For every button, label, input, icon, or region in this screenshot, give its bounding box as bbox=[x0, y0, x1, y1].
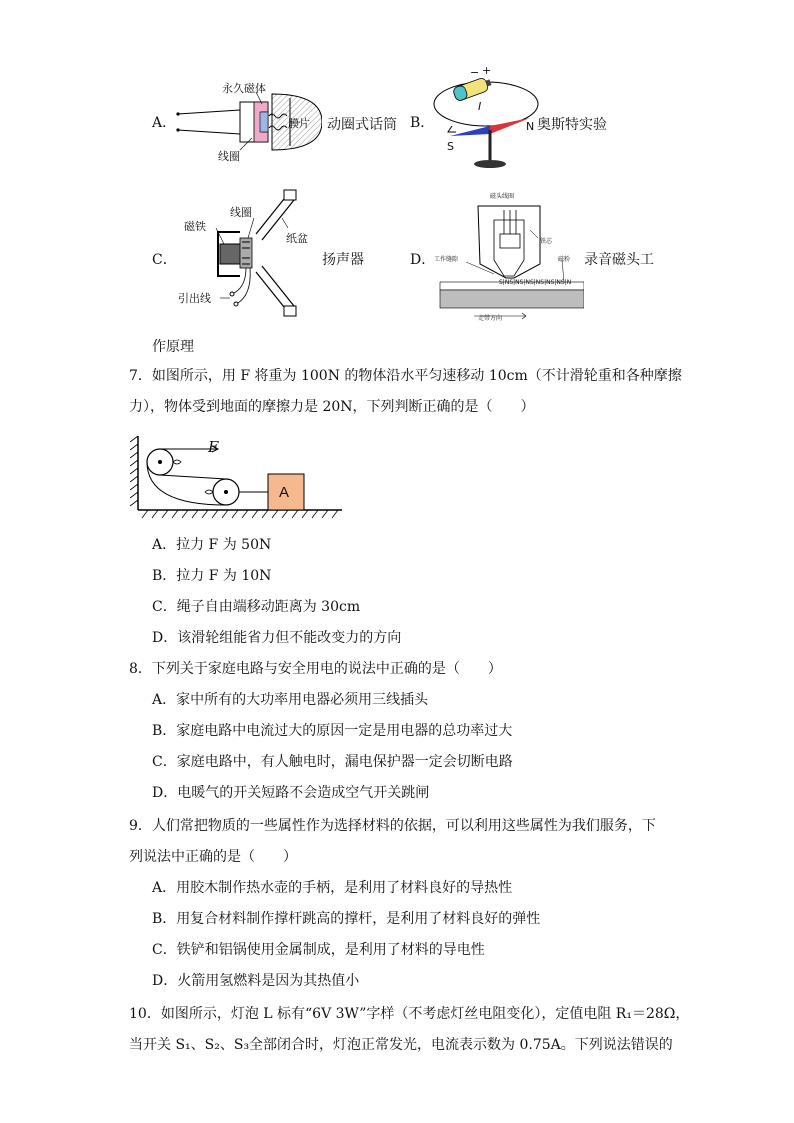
q7-stem-line1: 7．如图所示，用 F 将重为 100N 的物体沿水平匀速移动 10cm（不计滑轮重和各种摩擦 bbox=[129, 368, 682, 384]
speaker-magnet-label: 磁铁 bbox=[184, 220, 206, 233]
powder-label: 磁粉 bbox=[558, 256, 571, 263]
q10-stem-line1: 10．如图所示，灯泡 L 标有“6V 3W”字样（不考虑灯丝电阻变化），定值电阻 R₁＝28Ω， bbox=[129, 1006, 690, 1022]
q7-option-a[interactable]: A．拉力 F 为 50N bbox=[152, 537, 272, 553]
speaker-coil-label: 线圈 bbox=[230, 206, 252, 219]
microphone-membrane-label: 膜片 bbox=[288, 117, 310, 130]
q6-option-c-letter: C． bbox=[152, 252, 177, 268]
microphone-coil-label: 线圈 bbox=[218, 150, 240, 163]
tape-poles-label: S|NS|NS|NS|NS|NS|NS|N bbox=[499, 279, 572, 286]
microphone-magnet-label: 永久磁体 bbox=[222, 82, 266, 95]
block-a-label: A bbox=[279, 484, 290, 501]
battery-plus-label: + bbox=[482, 64, 492, 77]
head-coil-label: 磁头线圈 bbox=[490, 193, 515, 200]
q8-option-d[interactable]: D．电暖气的开关短路不会造成空气开关跳闸 bbox=[152, 785, 430, 801]
loudspeaker-diagram bbox=[196, 188, 308, 324]
q6-option-a-caption: 动圈式话筒 bbox=[327, 117, 397, 133]
q7-option-d[interactable]: D．该滑轮组能省力但不能改变力的方向 bbox=[152, 630, 402, 646]
q8-option-c[interactable]: C．家庭电路中，有人触电时，漏电保护器一定会切断电路 bbox=[152, 754, 513, 770]
q9-option-b[interactable]: B．用复合材料制作撑杆跳高的撑杆，是利用了材料良好的弹性 bbox=[152, 911, 541, 927]
q9-option-a[interactable]: A．用胶木制作热水壶的手柄，是利用了材料良好的导热性 bbox=[152, 880, 513, 896]
q6-option-c-caption: 扬声器 bbox=[322, 252, 364, 268]
current-label: I bbox=[478, 100, 482, 113]
q6-option-a-letter: A． bbox=[152, 115, 177, 131]
q9-stem-line1: 9．人们常把物质的一些属性作为选择材料的依据，可以利用这些属性为我们服务，下 bbox=[129, 818, 656, 834]
q7-stem-line2: 力），物体受到地面的摩擦力是 20N，下列判断正确的是（ ） bbox=[129, 399, 535, 415]
q6-option-b-letter: B． bbox=[410, 115, 435, 131]
needle-s-label: S bbox=[447, 140, 454, 153]
q8-stem: 8．下列关于家庭电路与安全用电的说法中正确的是（ ） bbox=[129, 661, 502, 677]
speaker-cone-label: 纸盆 bbox=[286, 232, 308, 245]
needle-n-label: N bbox=[526, 120, 535, 133]
q8-option-a[interactable]: A．家中所有的大功率用电器必须用三线插头 bbox=[152, 692, 429, 708]
speaker-lead-label: 引出线 bbox=[178, 292, 211, 305]
q6-option-d-letter: D． bbox=[410, 252, 436, 268]
force-f-label: F bbox=[208, 438, 219, 456]
tape-direction-label: 走带方向 bbox=[478, 315, 503, 322]
q10-stem-line2: 当开关 S₁、S₂、S₃全部闭合时，灯泡正常发光，电流表示数为 0.75A。下列说法错误的 bbox=[129, 1037, 673, 1053]
q9-stem-line2: 列说法中正确的是（ ） bbox=[129, 849, 297, 865]
core-label: 铁芯 bbox=[540, 238, 553, 245]
q6-option-d-caption-cont: 作原理 bbox=[152, 339, 194, 355]
q9-option-c[interactable]: C．铁铲和铝锅使用金属制成，是利用了材料的导电性 bbox=[152, 942, 485, 958]
q8-option-b[interactable]: B．家庭电路中电流过大的原因一定是用电器的总功率过大 bbox=[152, 723, 513, 739]
pulley-diagram bbox=[128, 432, 344, 524]
battery-minus-label: − bbox=[470, 66, 480, 79]
q6-option-b-caption: 奥斯特实验 bbox=[537, 117, 607, 133]
q7-option-c[interactable]: C．绳子自由端移动距离为 30cm bbox=[152, 599, 361, 615]
q6-option-d-caption: 录音磁头工 bbox=[584, 252, 654, 268]
gap-label: 工作缝隙 bbox=[434, 256, 459, 263]
q7-option-b[interactable]: B．拉力 F 为 10N bbox=[152, 568, 272, 584]
q9-option-d[interactable]: D．火箭用氢燃料是因为其热值小 bbox=[152, 973, 360, 989]
